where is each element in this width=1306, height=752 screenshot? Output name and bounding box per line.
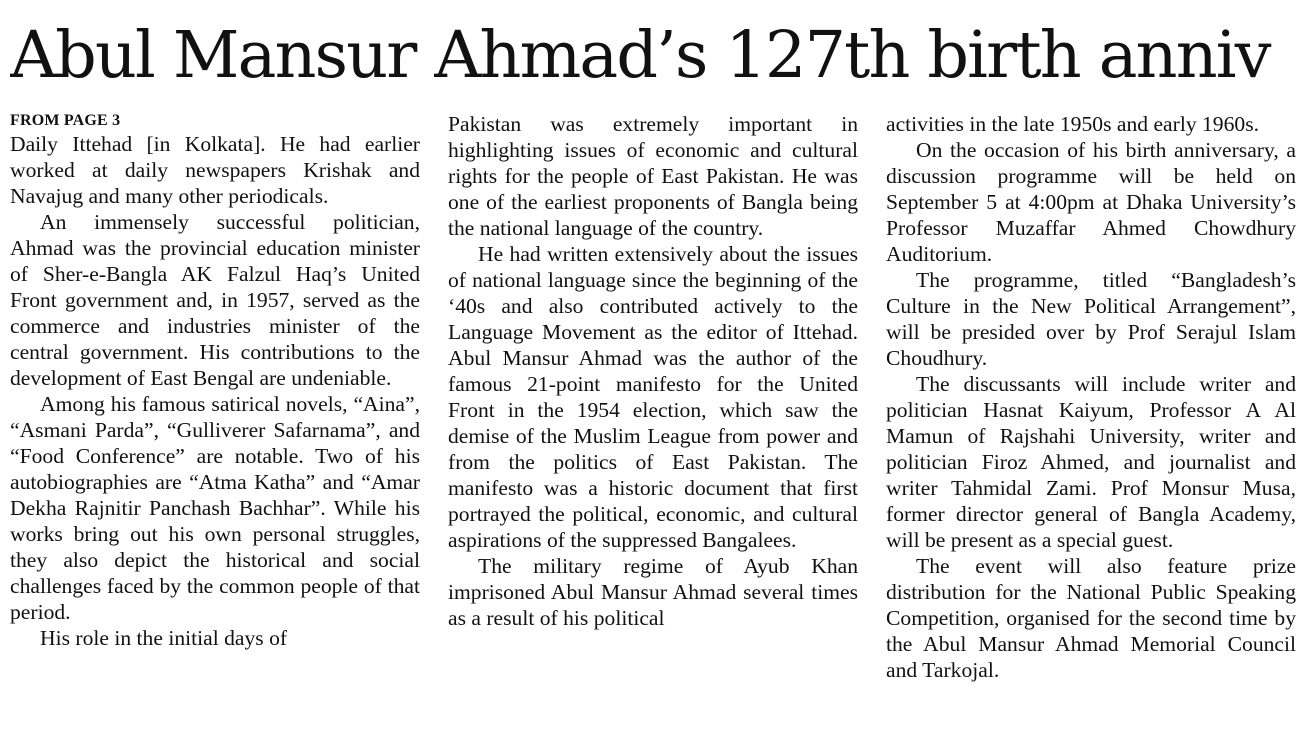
continued-from-label: FROM PAGE 3 xyxy=(10,112,121,129)
paragraph: The event will also feature prize distribution for the National Public Speaking Competition, organised for the second time by the Abul Mansur Ahmad Memorial Council and Tarkojal. xyxy=(886,554,1296,682)
paragraph: The discussants will include writer and politician Hasnat Kaiyum, Professor A Al Mamun of Rajshahi University, writer and politician Firoz Ahmed, and journalist and writer Tahmidal Zami. Prof Monsur Musa, former director general of Bangla Academy, will be present as a special guest. xyxy=(886,372,1296,552)
article-column-1 xyxy=(10,111,420,651)
paragraph: An immensely successful politician, Ahmad was the provincial education minister of Sher-e-Bangla AK Falzul Haq’s United Front government and, in 1957, served as the commerce and industries minister of the central government. His contributions to the development of East Bengal are undeniable. xyxy=(10,210,420,390)
paragraph: Among his famous satirical novels, “Aina”, “Asmani Parda”, “Gulliverer Safarnama”, and “Food Conference” are notable. Two of his autobiographies are “Atma Katha” and “Amar Dekha Rajnitir Panchash Bachhar”. While his works bring out his own personal struggles, they also depict the historical and social challenges faced by the common people of that period. xyxy=(10,392,420,624)
paragraph: His role in the initial days of xyxy=(40,626,288,650)
paragraph: On the occasion of his birth anniversary, a discussion programme will be held on September 5 at 4:00pm at Dhaka University’s Professor Muzaffar Ahmed Chowdhury Auditorium. xyxy=(886,138,1296,266)
article-column-2 xyxy=(448,111,858,631)
paragraph: Pakistan was extremely important in highlighting issues of economic and cultural rights for the people of East Pakistan. He was one of the earliest proponents of Bangla being the national language of the country. xyxy=(448,112,858,240)
article-column-3 xyxy=(886,111,1296,683)
paragraph: Daily Ittehad [in Kolkata]. He had earlier worked at daily newspapers Krishak and Navajug and many other periodicals. xyxy=(10,132,420,208)
headline: Abul Mansur Ahmad’s 127th birth anniv xyxy=(10,18,1270,93)
paragraph: The military regime of Ayub Khan imprisoned Abul Mansur Ahmad several times as a result of his political xyxy=(448,554,858,630)
paragraph: The programme, titled “Bangladesh’s Culture in the New Political Arrangement”, will be presided over by Prof Serajul Islam Choudhury. xyxy=(886,268,1296,370)
paragraph: activities in the late 1950s and early 1960s. xyxy=(886,112,1259,136)
paragraph: He had written extensively about the issues of national language since the beginning of the ‘40s and also contributed actively to the Language Movement as the editor of Ittehad. Abul Mansur Ahmad was the author of the famous 21-point manifesto for the United Front in the 1954 election, which saw the demise of the Muslim League from power and from the politics of East Pakistan. The manifesto was a historic document that first portrayed the political, economic, and cultural aspirations of the suppressed Bangalees. xyxy=(448,242,858,552)
